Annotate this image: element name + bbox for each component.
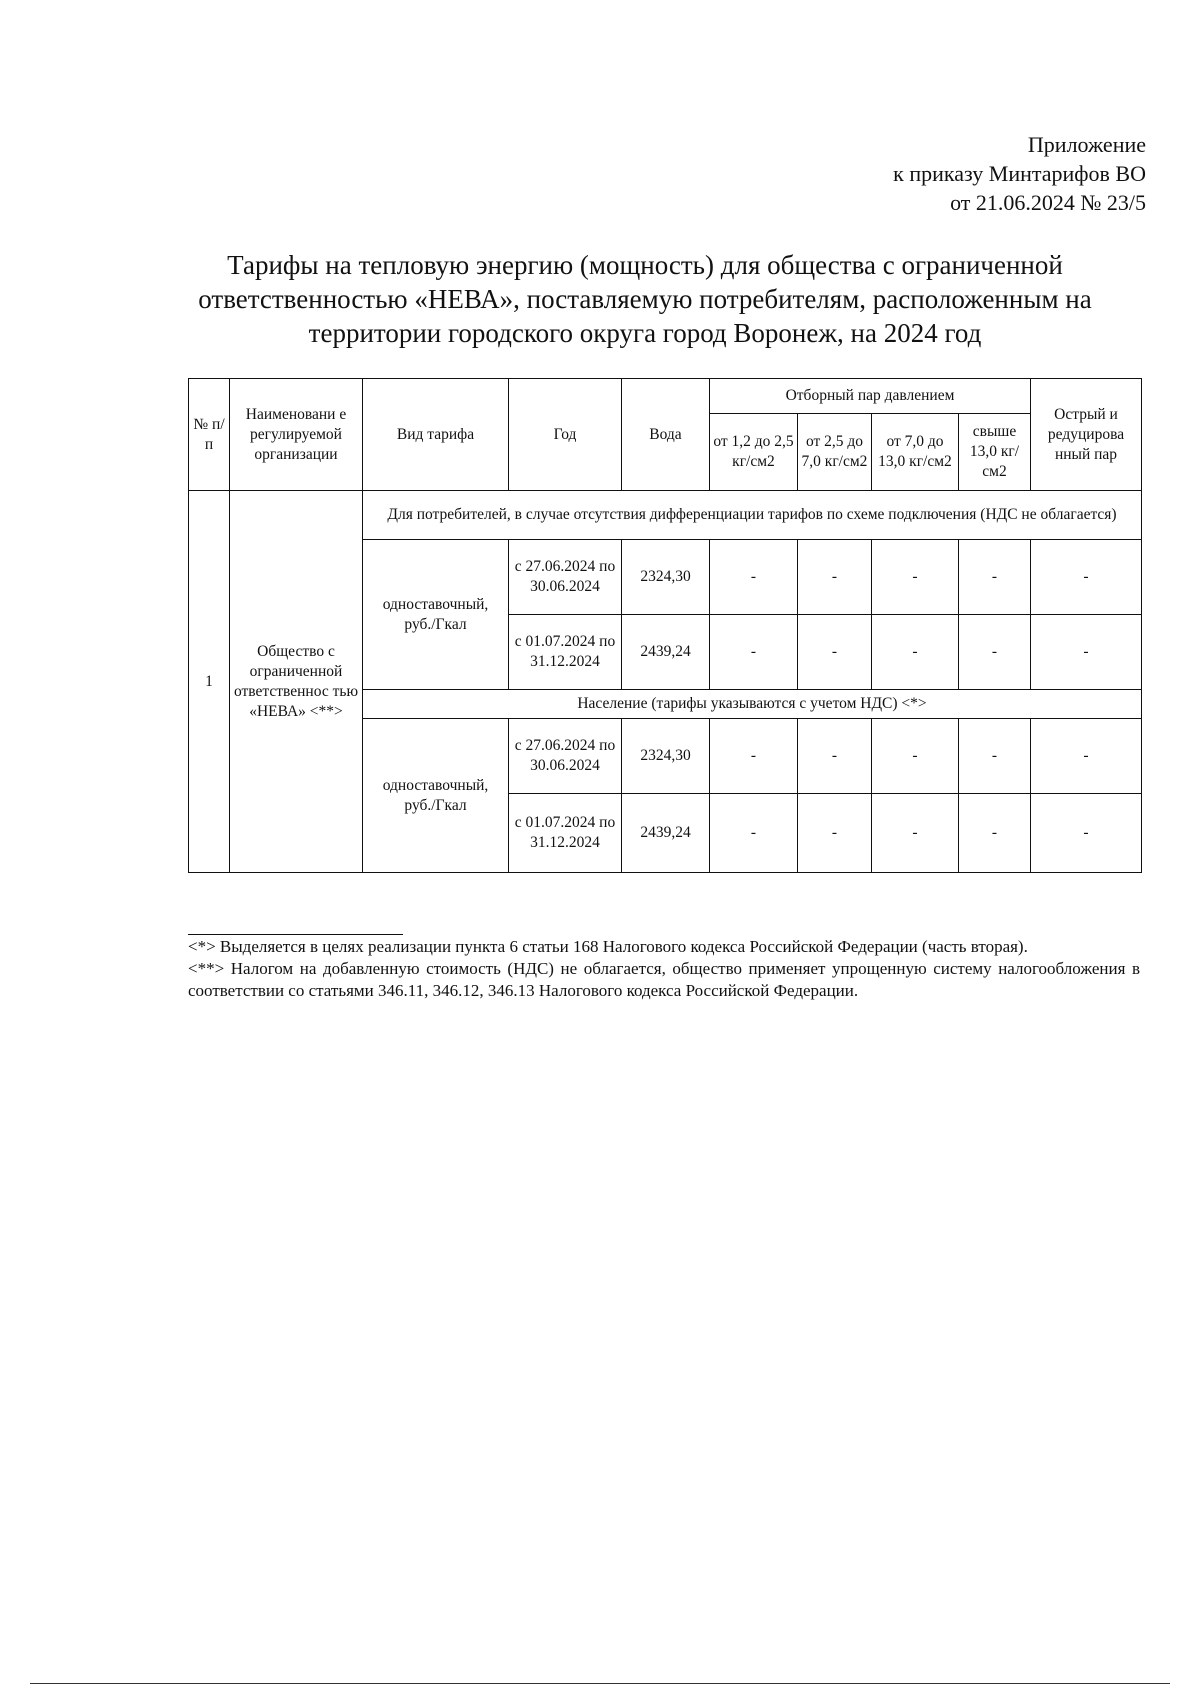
header-org: Наименовани е регулируемой организации bbox=[230, 379, 363, 491]
section-title: Население (тарифы указываются с учетом НДС) <*> bbox=[363, 690, 1142, 719]
steam-2-cell: - bbox=[798, 615, 872, 690]
header-steam-group: Отборный пар давлением bbox=[710, 379, 1031, 414]
tariff-type-cell: одноставочный, руб./Гкал bbox=[363, 540, 509, 690]
annex-line-3: от 21.06.2024 № 23/5 bbox=[950, 190, 1146, 215]
period-cell: с 27.06.2024 по 30.06.2024 bbox=[509, 719, 622, 794]
document-title: Тарифы на тепловую энергию (мощность) для общества с ограниченной ответственностью «НЕВА», поставляемую потребителям, расположенным на территории городского округа город Воронеж, на 2024 год bbox=[198, 250, 1092, 348]
footnote-divider bbox=[188, 934, 403, 935]
steam-4-cell: - bbox=[959, 540, 1031, 615]
period-cell: с 27.06.2024 по 30.06.2024 bbox=[509, 540, 622, 615]
header-num: № п/п bbox=[189, 379, 230, 491]
steam-2-cell: - bbox=[798, 719, 872, 794]
water-cell: 2439,24 bbox=[622, 615, 710, 690]
steam-1-cell: - bbox=[710, 719, 798, 794]
sharp-steam-cell: - bbox=[1031, 794, 1142, 873]
sharp-steam-cell: - bbox=[1031, 540, 1142, 615]
steam-1-cell: - bbox=[710, 794, 798, 873]
water-cell: 2324,30 bbox=[622, 719, 710, 794]
sharp-steam-cell: - bbox=[1031, 719, 1142, 794]
footnote-2: <**> Налогом на добавленную стоимость (НДС) не облагается, общество применяет упрощенную систему налогообложения в соответствии со статьями 346.11, 346.12, 346.13 Налогового кодекса Российской Федерации. bbox=[188, 959, 1140, 1000]
row-number: 1 bbox=[189, 491, 230, 873]
tariff-type-cell: одноставочный, руб./Гкал bbox=[363, 719, 509, 873]
header-steam-1: от 1,2 до 2,5 кг/см2 bbox=[710, 414, 798, 491]
annex-block bbox=[893, 130, 1146, 217]
steam-3-cell: - bbox=[872, 540, 959, 615]
annex-line-1: Приложение bbox=[1027, 132, 1146, 157]
section-title-row bbox=[189, 491, 1142, 540]
header-water: Вода bbox=[622, 379, 710, 491]
header-steam-3: от 7,0 до 13,0 кг/см2 bbox=[872, 414, 959, 491]
steam-3-cell: - bbox=[872, 794, 959, 873]
steam-1-cell: - bbox=[710, 540, 798, 615]
page-bottom-line bbox=[30, 1683, 1170, 1684]
header-sharp-steam: Острый и редуцирова нный пар bbox=[1031, 379, 1142, 491]
sharp-steam-cell: - bbox=[1031, 615, 1142, 690]
header-year: Год bbox=[509, 379, 622, 491]
organization-name: Общество с ограниченной ответственнос тью «НЕВА» <**> bbox=[230, 491, 363, 873]
footnotes bbox=[188, 936, 1140, 1002]
header-steam-4: свыше 13,0 кг/см2 bbox=[959, 414, 1031, 491]
steam-3-cell: - bbox=[872, 719, 959, 794]
annex-line-2: к приказу Минтарифов ВО bbox=[893, 161, 1146, 186]
water-cell: 2439,24 bbox=[622, 794, 710, 873]
period-cell: с 01.07.2024 по 31.12.2024 bbox=[509, 794, 622, 873]
tariff-table bbox=[188, 378, 1142, 873]
header-steam-2: от 2,5 до 7,0 кг/см2 bbox=[798, 414, 872, 491]
footnote-1: <*> Выделяется в целях реализации пункта 6 статьи 168 Налогового кодекса Российской Федерации (часть вторая). bbox=[188, 937, 1028, 956]
section-title: Для потребителей, в случае отсутствия дифференциации тарифов по схеме подключения (НДС не облагается) bbox=[363, 491, 1142, 540]
water-cell: 2324,30 bbox=[622, 540, 710, 615]
steam-2-cell: - bbox=[798, 540, 872, 615]
header-row-1 bbox=[189, 379, 1142, 414]
steam-4-cell: - bbox=[959, 615, 1031, 690]
steam-3-cell: - bbox=[872, 615, 959, 690]
steam-1-cell: - bbox=[710, 615, 798, 690]
steam-2-cell: - bbox=[798, 794, 872, 873]
steam-4-cell: - bbox=[959, 794, 1031, 873]
steam-4-cell: - bbox=[959, 719, 1031, 794]
header-tariff-type: Вид тарифа bbox=[363, 379, 509, 491]
period-cell: с 01.07.2024 по 31.12.2024 bbox=[509, 615, 622, 690]
